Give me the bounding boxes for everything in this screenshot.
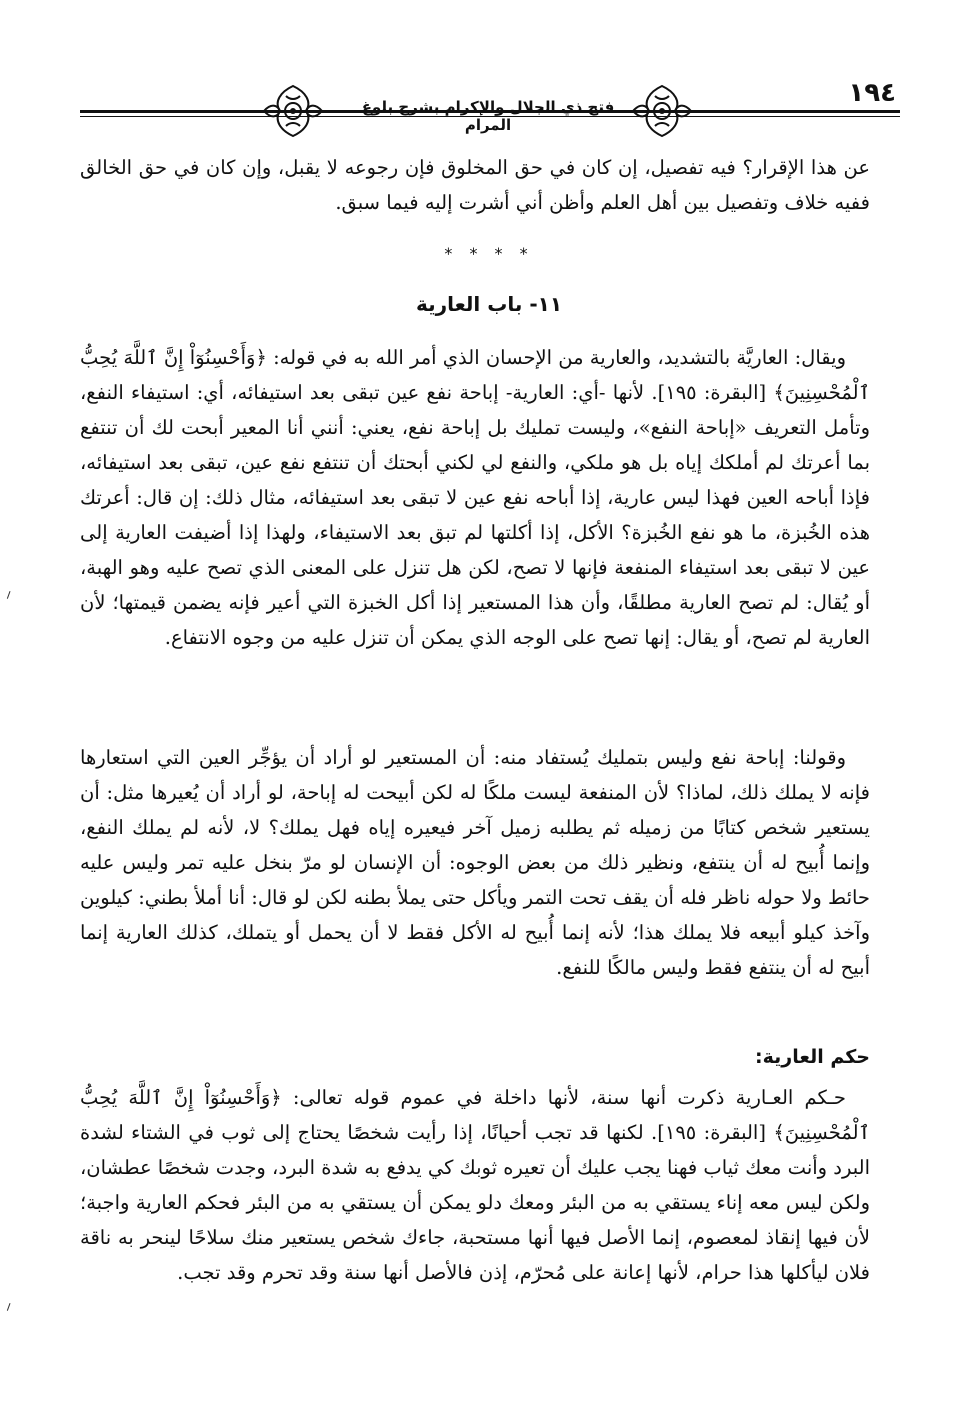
paragraph-text: ويقال: العاريَّة بالتشديد، والعارية من الإحسان الذي أمر الله به في قوله: ﴿وَأَحْسِنُوٓاْ إِنَّ ٱللَّهَ يُحِبُّ ٱلْمُحْسِنِينَ﴾ [البقرة: ١٩٥]. لأنها -أي: العارية- إباحة نفع عين تبقى بعد استيفائه، أي: استيفاء النفع، وتأمل التعريف «إباحة النفع»، وليست تمليك بل إباحة نفع، يعني: أنني أنا المعير أبحت لك أن تنتفع بما أعرتك لم أملكك إياه بل هو ملكي، والنفع لي لكني أبحتك أن تنتفع نفع عين، تبقى بعد استيفائه، فإذا أباحه العين فهذا ليس عارية، إذا أباحه نفع عين لا تبقى بعد استيفائه، مثال ذلك: إن قال: أعرتك هذه الخُبزة، ما هو نفع الخُبزة؟ الأكل، إذا أكلتها لم تبق بعد الاستيفاء، ولهذا إذا أضيفت العارية إلى عين لا تبقى بعد استيفاء المنفعة فإنها لا تصح، لكن هل تنزل على المعنى الذي تصح عليه وهو الهبة، أو يُقال: لم تصح العارية مطلقًا، وأن هذا المستعير إذا أكل الخبزة التي أعير فإنه يضمن قيمتها؛ لأن العارية لم تصح، أو يقال: إنها تصح على الوجه الذي يمكن أن تنزل عليه من وجوه الانتفاع. [80, 346, 871, 649]
paragraph-text: وقولنا: إباحة نفع وليس بتمليك يُستفاد منه: أن المستعير لو أراد أن يؤجِّر العين التي استعارها فإنه لا يملك ذلك، لماذا؟ لأن المنفعة ليست ملكًا له لكن أبيحت له إباحة، لو أراد أن يُعيرها مثل: أن يستعير شخص كتابًا من زميله ثم يطلبه زميل آخر فيعيره إياه فهل يملك؟ لا، لأنه لم يملك النفع، وإنما أُبيح له أن ينتفع، ونظير ذلك من بعض الوجوه: أن الإنسان لو مرّ بنخل عليه تمر وليس عليه حائط ولا حوله ناظر فله أن يقف تحت التمر ويأكل حتى يملأ بطنه لكن لو قال: أنا أملأ بطني: كيلوين وآخذ كيلو أبيعه فلا يملك هذا؛ لأنه إنما أُبيح له الأكل فقط لا أن يحمل أو يتملك، كذلك العارية إنما أبيح له أن ينتفع فقط وليس مالكًا للنفع. [80, 746, 870, 979]
paragraph-ownership [80, 740, 870, 985]
paragraph-text: عن هذا الإقرار؟ فيه تفصيل، إن كان في حق المخلوق فإن رجوعه لا يقبل، وإن كان في حق الخالق ففيه خلاف وتفصيل بين أهل العلم وأظن أني أشرت إليه فيما سبق. [80, 156, 870, 214]
page-number: ١٩٤ [848, 78, 896, 108]
paragraph-ruling [80, 1080, 870, 1290]
section-separator: * * * * [444, 244, 534, 263]
subheading-ruling: حكم العارية: [755, 1046, 870, 1068]
section-title: ١١- باب العارية [415, 292, 563, 316]
margin-mark [7, 591, 16, 601]
paragraph-text: حـكم العـارية ذكرت أنها سنة، لأنها داخلة في عموم قوله تعالى: ﴿وَأَحْسِنُوٓاْ إِنَّ ٱللَّهَ يُحِبُّ ٱلْمُحْسِنِينَ﴾ [البقرة: ١٩٥]. لكنها قد تجب أحيانًا، إذا رأيت شخصًا يحتاج إلى ثوب في الشتاء لشدة البرد وأنت معك ثياب فهنا يجب عليك أن تعيره ثوبك كي يدفع به شدة البرد، وجدت شخصًا عطشان، ولكن ليس معه إناء يستقي به من البئر ومعك دلو يمكن أن يستقي به من البئر فحكم العارية واجبة؛ لأن فيها إنقاذ لمعصوم، إنما الأصل فيها أنها مستحبة، جاءك شخص يستعير منك سلاحًا لينحر به ناقة فلان ليأكلها هذا حرام، لأنها إعانة على مُحرّم، إذن فالأصل أنها سنة وقد تحرم وقد تجب. [80, 1086, 870, 1284]
floral-ornament-icon [260, 82, 326, 140]
page-header [80, 70, 900, 140]
intro-paragraph [80, 150, 870, 220]
book-title: فتح ذي الجلال والإكرام بشرح بلوغ المرام [361, 98, 615, 134]
floral-ornament-icon [629, 82, 695, 140]
margin-mark [7, 1303, 16, 1313]
paragraph-definition [80, 340, 870, 655]
